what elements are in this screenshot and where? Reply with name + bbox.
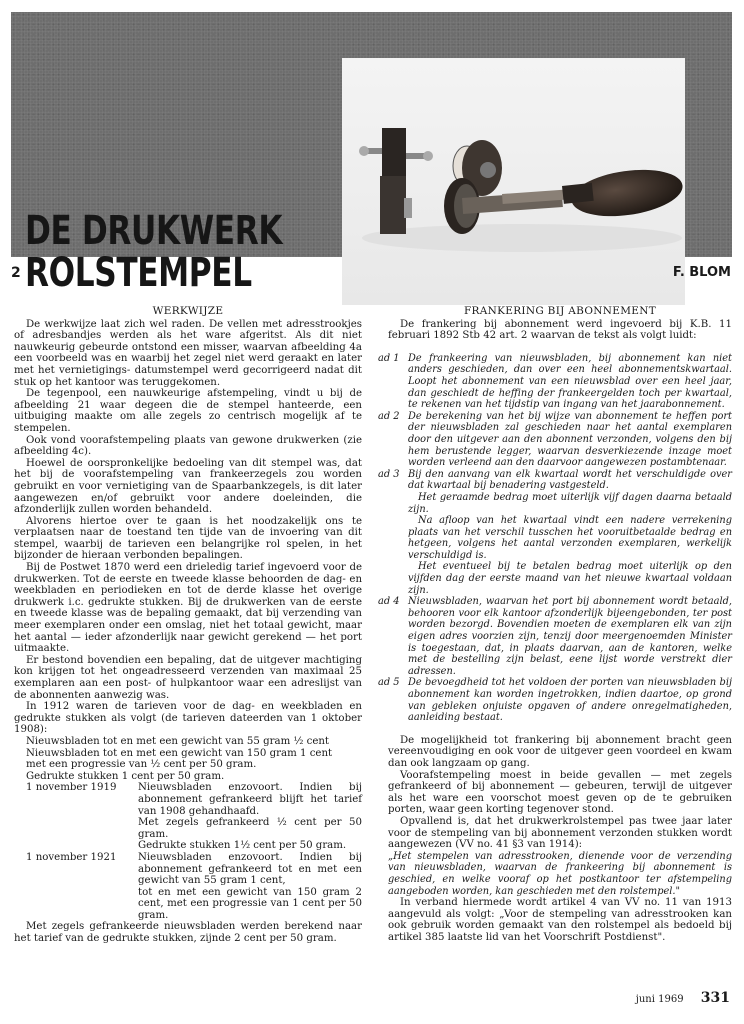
article-ad-4 xyxy=(378,596,732,677)
article-ad-1 xyxy=(378,353,732,411)
paragraph: Bij de Postwet 1870 werd een drieledig tarief ingevoerd voor de drukwerken. Tot de eerste en tweede klasse behoorden de dag- en weekbladen en periodieken en tot de derde klasse het overige drukwerk i.c. gedrukte stukken. Bij de drukwerken van de eerste en tweede klasse was de bepaling gemaakt, dat bij verzending van meer exemplaren onder een omslag, niet het totaal gewicht, maar het aantal — ieder afzonderlijk naar gewicht gerekend — het port uitmaakte. xyxy=(14,562,362,655)
paragraph: De frankering bij abonnement werd ingevoerd bij K.B. 11 februari 1892 Stb 42 art. 2 waarvan de tekst als volgt luidt: xyxy=(388,318,732,342)
article-text: Bij den aanvang van elk kwartaal wordt het verschuldigde over dat kwartaal bij benadering vastgesteld. xyxy=(408,468,732,492)
tariff-line: Nieuwsbladen enzovoort. Indien bij abonnement gefrankeerd tot en met een gewicht van 55 gram 1 cent, xyxy=(138,851,362,887)
paragraph: In 1912 waren de tarieven voor de dag- en weekbladen en gedrukte stukken als volgt (de tarieven dateerden van 1 oktober 1908): xyxy=(14,701,362,736)
article-text: Nieuwsbladen, waarvan het port bij abonnement wordt betaald, behooren voor elk kantoor afzonderlijk bijeengebonden, ter post worden bezorgd. Bovendien moeten de exemplaren elk van zijn eigen adres voorzien zijn, tenzij door meergenoemden Minister is toegestaan, dat, in plaats daarvan, aan de kantoren, welke met de bestelling zijn belast, eene lijst worde verstrekt dier adressen. xyxy=(408,596,732,677)
tariff-line: Nieuwsbladen enzovoort. Indien bij abonnement gefrankeerd blijft het tarief van 1908 gehandhaafd. xyxy=(138,782,362,817)
paragraph: Ook vond voorafstempeling plaats van gewone drukwerken (zie afbeelding 4c). xyxy=(14,434,362,458)
rate-line: Nieuwsbladen tot en met een gewicht van 150 gram 1 cent xyxy=(26,747,333,759)
article-label: ad 5 xyxy=(378,677,400,689)
issue-date: juni 1969 xyxy=(635,994,684,1005)
rate-line: Nieuwsbladen tot en met een gewicht van 55 gram ½ cent xyxy=(26,735,330,747)
paragraph: De werkwijze laat zich wel raden. De vellen met adresstrookjes of adresbandjes werden als het ware afgeritst. Als dit niet nauwkeurig gebeurde ontstond een misser, waarvan afbeelding 4a een voorbeeld was en waarbij het zegel niet werd geraakt en later met het vernietigings- datumstempel werd gecorrigeerd nadat dit stuk op het kantoor was teruggekomen. xyxy=(14,318,362,388)
tariff-1919 xyxy=(14,782,362,852)
paragraph: De mogelijkheid tot frankering bij abonnement bracht geen vereenvoudiging en ook voor de uitgever geen voordeel en kwam dan ook langzaam op gang. xyxy=(388,734,732,769)
article-text: Na afloop van het kwartaal vindt een nadere verrekening plaats van het verschil tusschen het vooruitbetaalde bedrag en hetgeen, volgens het aantal verzonden exemplaren, werkelijk verschuldigd is. xyxy=(408,515,732,561)
paragraph: In verband hiermede wordt artikel 4 van VV no. 11 van 1913 aangevuld als volgt: „Voor de stempeling van adresstrooken kan ook gebruik worden gemaakt van den rolstempel als bedoeld bij artikel 385 laatste lid van het Voorschrift Postdienst". xyxy=(388,897,732,943)
article-text: De bevoegdheid tot het voldoen der porten van nieuwsbladen bij abonnement kan worden ingetrokken, indien daartoe, op grond van gebleken onjuiste opgaven of andere onregelmatigheden, aanleiding bestaat. xyxy=(408,677,732,724)
paragraph: Voorafstempeling moest in beide gevallen — met zegels gefrankeerd of bij abonnement — gebeuren, terwijl de uitgever als het ware een voorschot moest geven op de te gebruiken porten, waar geen korting tegenover stond. xyxy=(388,769,732,816)
page-footer xyxy=(636,990,730,1006)
paragraph: De tegenpool, een nauwkeurige afstempeling, vindt u bij de afbeelding 21 waar degeen die de stempel hanteerde, een uitbuiging maakte om alle zegels zo centrisch mogelijk af te stempelen. xyxy=(14,388,362,434)
author: F. BLOM xyxy=(672,265,731,280)
article-text: Het geraamde bedrag moet uiterlijk vijf dagen daarna betaald zijn. xyxy=(408,491,732,515)
article-label: ad 4 xyxy=(378,596,400,608)
rolstempel-photo xyxy=(342,58,685,305)
title-line-2: ROLSTEMPEL xyxy=(25,250,252,296)
article-label: ad 3 xyxy=(378,468,400,480)
right-column xyxy=(378,305,732,943)
rolstempel-illustration xyxy=(342,58,685,305)
section-heading-frankering: FRANKERING BIJ ABONNEMENT xyxy=(463,305,657,317)
paragraph: Er bestond bovendien een bepaling, dat de uitgever machtiging kon krijgen tot het ongeadresseerd verzenden van maximaal 25 exemplaren aan een post- of hulpkantoor waar een adreslijst van de abonnenten aanwezig was. xyxy=(14,654,362,701)
paragraph: Hoewel de oorspronkelijke bedoeling van dit stempel was, dat het bij de voorafstempeling van frankeerzegels zou worden gebruikt en voor vernietiging van de Spaarbankzegels, is dit later aangewezen en/of gebruikt voor andere doeleinden, die afzonderlijk zullen worden behandeld. xyxy=(14,457,362,516)
rate-line: met een progressie van ½ cent per 50 gram. xyxy=(26,759,257,771)
tariff-line: Gedrukte stukken 1½ cent per 50 gram. xyxy=(138,840,347,852)
tariff-line: tot en met een gewicht van 150 gram 2 cent, met een progressie van 1 cent per 50 gram. xyxy=(138,886,362,921)
paragraph: Alvorens hiertoe over te gaan is het noodzakelijk ons te verplaatsen naar de toestand ten tijde van de invoering van dit stempel, waarbij de tarieven een belangrijke rol spelen, in het bijzonder de hieraan verbonden bepalingen. xyxy=(14,515,362,562)
page-number: 2 xyxy=(11,265,21,281)
article-text: Het eventueel bij te betalen bedrag moet uiterlijk op den vijfden dag der eerste maand van het nieuwe kwartaal voldaan zijn. xyxy=(408,561,732,596)
tariff-1921 xyxy=(14,852,362,922)
article-label: ad 1 xyxy=(378,352,400,364)
article-ad-2 xyxy=(378,411,732,469)
article-text: De berekening van het bij wijze van abonnement te heffen port der nieuwsbladen zal geschieden naar het aantal exemplaren door den uitgever aan den abonnent verzonden, volgens den bij hem berustende legger, waarvan desverkiezende inzage moet worden verleend aan den daarvoor aangewezen postambtenaar. xyxy=(408,410,732,469)
article-text: De frankeering van nieuwsbladen, bij abonnement kan niet anders geschieden, dan over een heel abonnementskwartaal. Loopt het abonnement van een nieuwsblad over een heel jaar, dan geschiedt de heffing der frankeergelden toch per kwartaal, te rekenen van het tijdstip van ingang van het jaarabonnement. xyxy=(408,352,732,411)
article-ad-3 xyxy=(378,469,732,597)
article-label: ad 2 xyxy=(378,410,400,422)
quote: „Het stempelen van adresstrooken, dienende voor de verzending van nieuwsbladen, waarvan de frankeering bij abonnement is geschied, en welke vooraf op het postkantoor ter afstempeling aangeboden worden, kan geschieden met den rolstempel." xyxy=(388,850,732,897)
tariff-date: 1 november 1919 xyxy=(26,782,117,794)
tariff-date: 1 november 1921 xyxy=(26,851,117,863)
paragraph: Opvallend is, dat het drukwerkrolstempel pas twee jaar later voor de stempeling van bij abonnement verzonden stukken wordt aangewezen (VV no. 41 §3 van 1914): xyxy=(388,815,732,851)
title-line-1: DE DRUKWERK xyxy=(25,208,283,254)
tariff-line: Met zegels gefrankeerd ½ cent per 50 gram. xyxy=(138,817,362,840)
section-heading-werkwijze: WERKWIJZE xyxy=(152,305,224,317)
article-title xyxy=(25,210,282,294)
rate-line: Gedrukte stukken 1 cent per 50 gram. xyxy=(26,770,225,782)
left-column xyxy=(14,306,362,945)
footer-page-number: 331 xyxy=(700,990,730,1006)
article-ad-5 xyxy=(378,677,732,723)
paragraph: Met zegels gefrankeerde nieuwsbladen werden berekend naar het tarief van de gedrukte stukken, zijnde 2 cent per 50 gram. xyxy=(14,921,362,945)
